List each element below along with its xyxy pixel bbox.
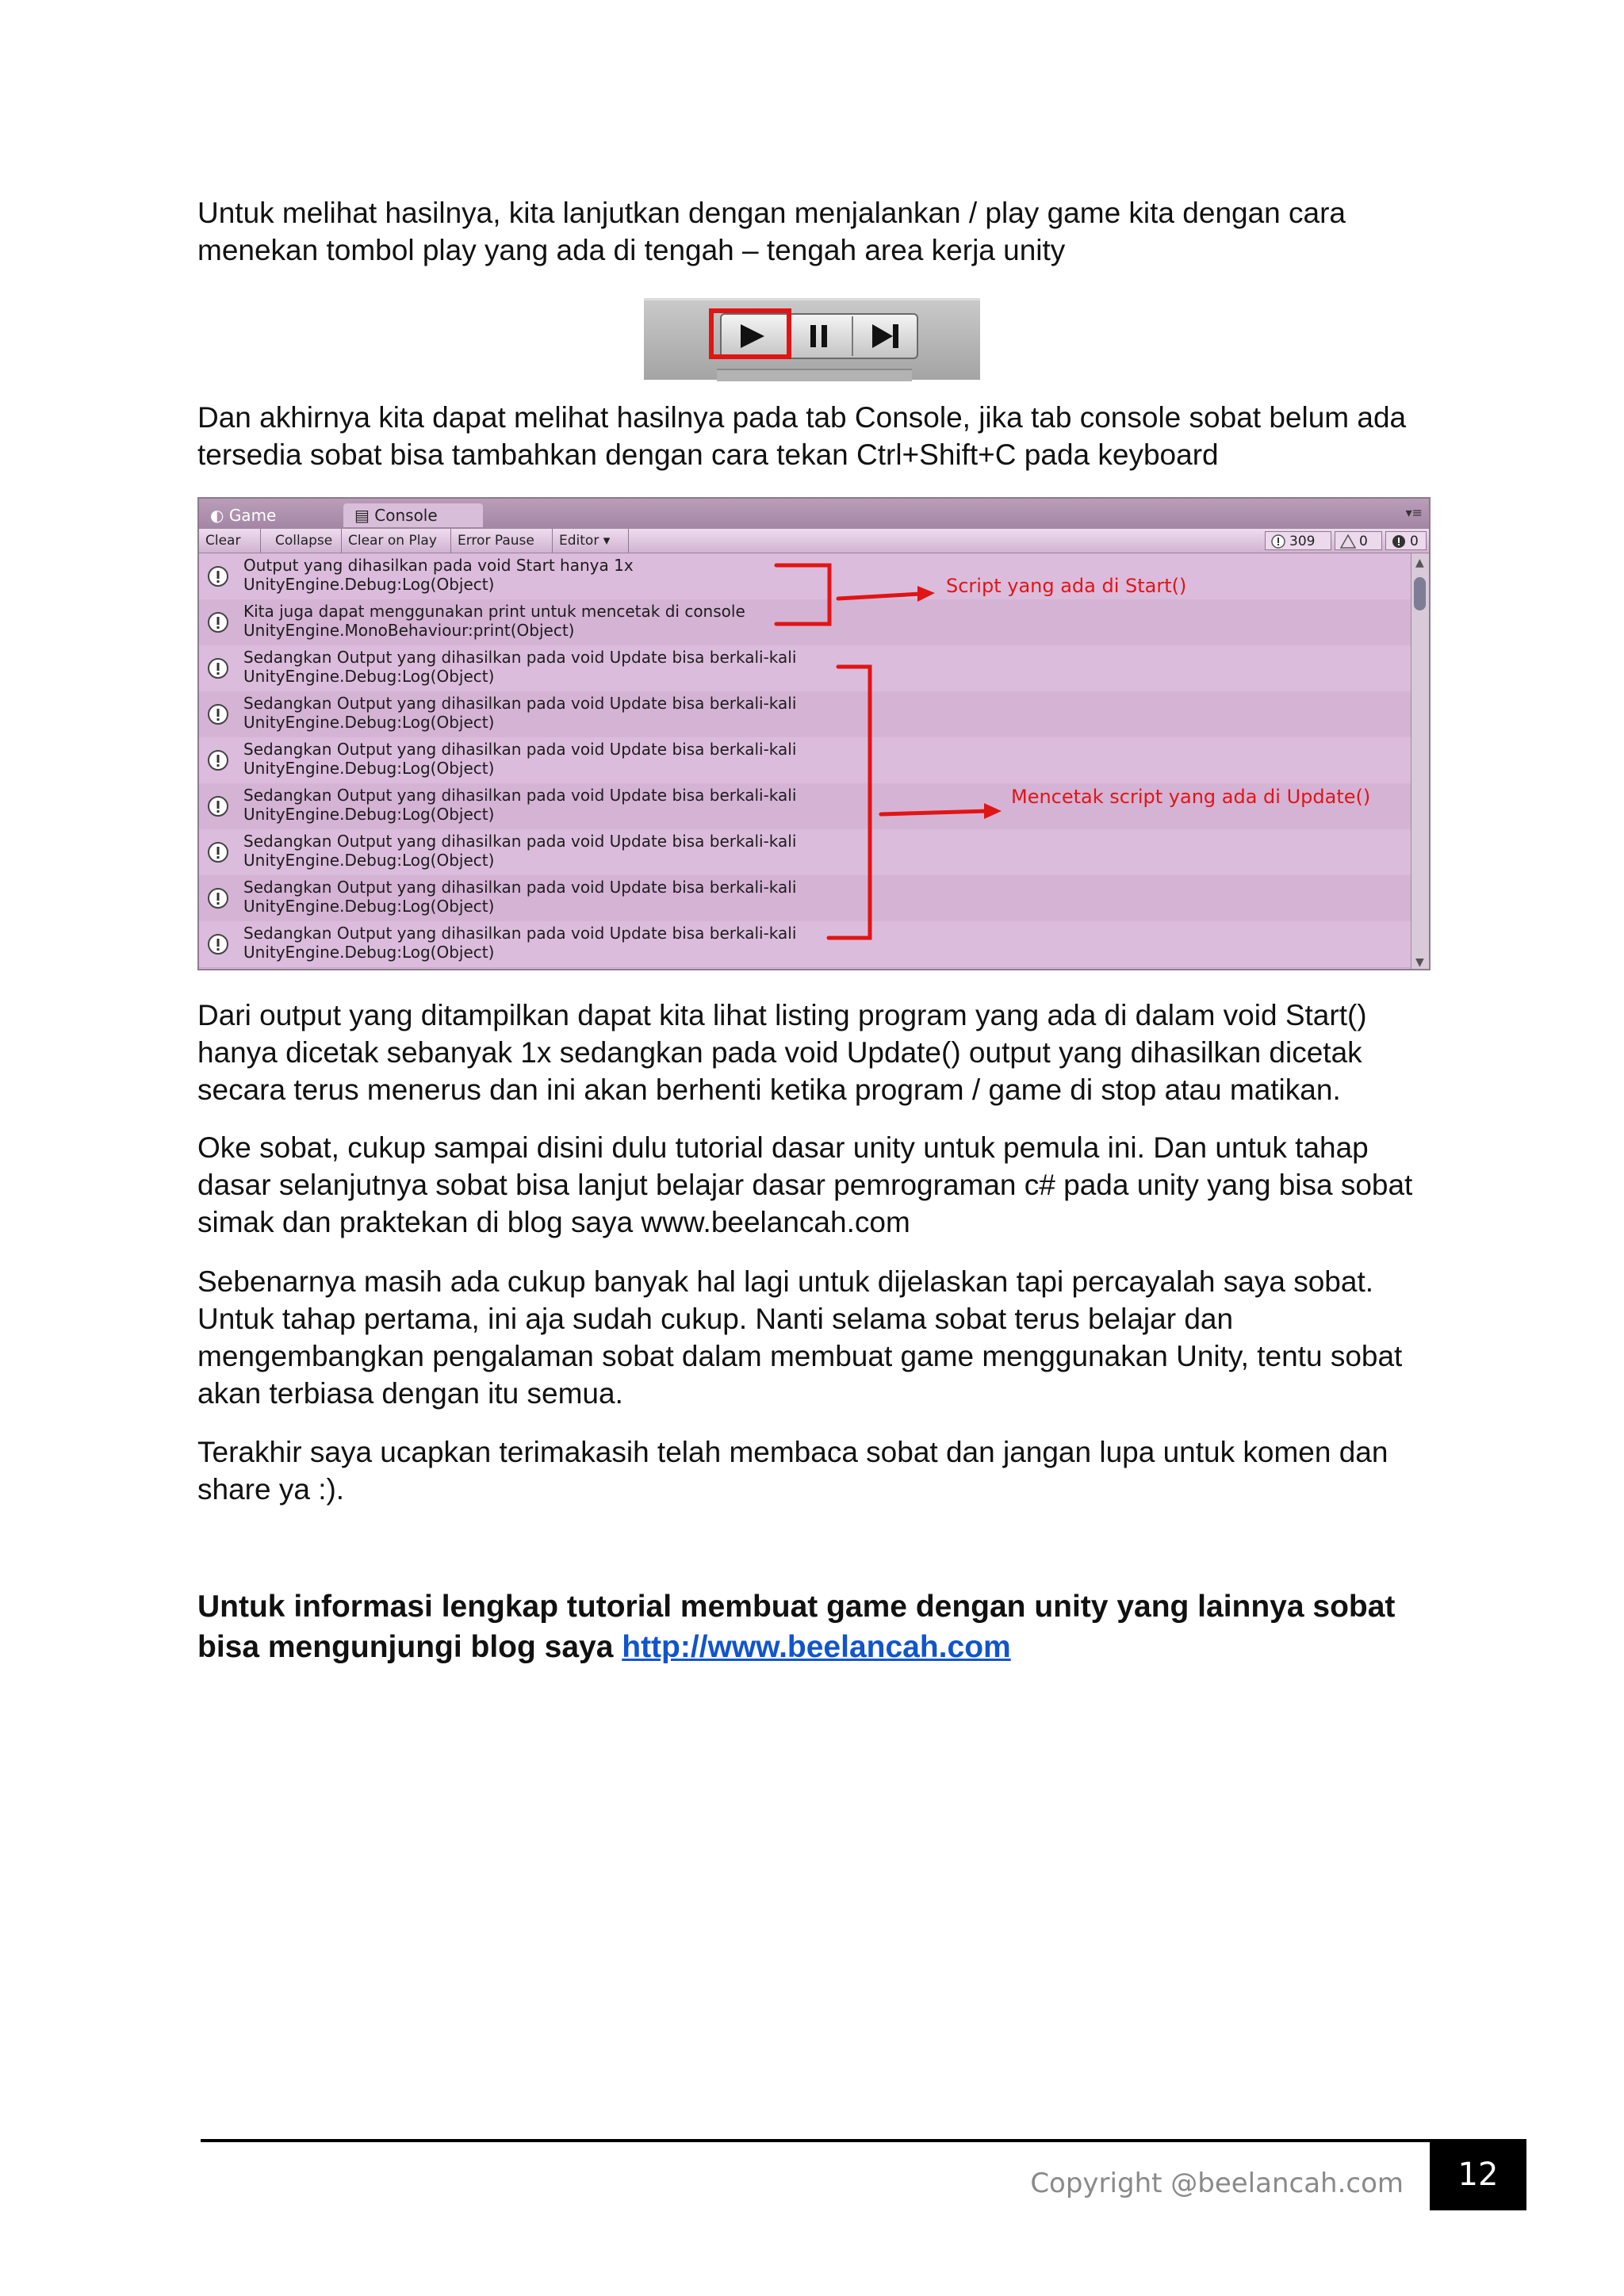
log-message: Sedangkan Output yang dihasilkan pada void Update bisa berkali-kali [243, 924, 797, 943]
log-message: Sedangkan Output yang dihasilkan pada void Update bisa berkali-kali [243, 878, 797, 897]
scroll-down-icon[interactable]: ▼ [1415, 956, 1424, 969]
collapse-button[interactable]: Collapse [269, 529, 342, 553]
panel-menu-icon[interactable]: ▾≡ [1405, 505, 1423, 520]
console-toolbar [199, 529, 1429, 553]
console-scrollbar[interactable] [1411, 553, 1429, 970]
pause-button[interactable] [788, 315, 852, 358]
log-stacktrace: UnityEngine.Debug:Log(Object) [243, 897, 495, 916]
log-stacktrace: UnityEngine.Debug:Log(Object) [243, 759, 495, 778]
scrollbar-thumb[interactable] [1414, 577, 1426, 610]
log-stacktrace: UnityEngine.Debug:Log(Object) [243, 805, 495, 824]
clear-on-play-button[interactable]: Clear on Play [342, 529, 451, 553]
console-log-list [199, 553, 1412, 970]
game-tab-icon: ◐ [210, 506, 229, 525]
log-message: Sedangkan Output yang dihasilkan pada void Update bisa berkali-kali [243, 648, 797, 667]
step-icon [853, 315, 917, 358]
closing-info [197, 1586, 1434, 1667]
error-pause-button[interactable]: Error Pause [451, 529, 553, 553]
paragraph-play-instruction: Untuk melihat hasilnya, kita lanjutkan dengan menjalankan / play game kita dengan cara menekan tombol play yang ada di tengah – tengah area kerja unity [197, 197, 1346, 266]
info-count: 309 [1289, 534, 1316, 549]
console-log-row[interactable] [199, 599, 1412, 646]
log-message: Sedangkan Output yang dihasilkan pada void Update bisa berkali-kali [243, 740, 797, 759]
paragraph-thanks: Terakhir saya ucapkan terimakasih telah membaca sobat dan jangan lupa untuk komen dan share ya :). [197, 1436, 1388, 1506]
footer-copyright: Copyright @beelancah.com [1030, 2168, 1404, 2199]
error-icon [1391, 534, 1407, 549]
log-message: Sedangkan Output yang dihasilkan pada void Update bisa berkali-kali [243, 694, 797, 713]
console-log-row[interactable] [199, 645, 1412, 692]
scroll-up-icon[interactable]: ▲ [1415, 557, 1424, 569]
log-message: Kita juga dapat menggunakan print untuk mencetak di console [243, 602, 745, 621]
warning-count-toggle[interactable] [1335, 531, 1382, 550]
warning-count: 0 [1359, 534, 1368, 549]
tab-console-label: Console [374, 506, 438, 525]
blog-link[interactable]: http://www.beelancah.com [622, 1630, 1011, 1664]
clear-button[interactable]: Clear [199, 529, 261, 553]
console-log-row[interactable] [199, 829, 1412, 876]
log-stacktrace: UnityEngine.MonoBehaviour:print(Object) [243, 621, 575, 640]
console-log-row[interactable] [199, 691, 1412, 738]
info-icon [207, 841, 229, 863]
info-icon [207, 611, 229, 633]
log-stacktrace: UnityEngine.Debug:Log(Object) [243, 575, 495, 594]
log-stacktrace: UnityEngine.Debug:Log(Object) [243, 713, 495, 732]
play-button-highlight [709, 308, 791, 359]
play-toolbar-screenshot [644, 298, 980, 380]
info-icon [207, 657, 229, 679]
info-icon [207, 933, 229, 955]
log-stacktrace: UnityEngine.Debug:Log(Object) [243, 667, 495, 686]
info-icon [207, 749, 229, 771]
closing-text: Untuk informasi lengkap tutorial membuat game dengan unity yang lainnya sobat bisa mengunjungi blog saya [197, 1590, 1396, 1664]
unity-console-screenshot [197, 497, 1431, 970]
annotation-update-label: Mencetak script yang ada di Update() [1011, 786, 1371, 808]
info-icon [207, 887, 229, 909]
info-icon [207, 703, 229, 725]
tab-console[interactable] [343, 503, 483, 527]
pause-icon [788, 315, 852, 358]
paragraph-next-step: Oke sobat, cukup sampai disini dulu tutorial dasar unity untuk pemula ini. Dan untuk tahap dasar selanjutnya sobat bisa lanjut belajar dasar pemrograman c# pada unity yang bisa sobat simak dan praktekan di blog saya www.beelancah.com [197, 1131, 1413, 1238]
warning-icon [1340, 534, 1356, 549]
info-count-toggle[interactable] [1265, 531, 1331, 550]
annotation-start-label: Script yang ada di Start() [946, 575, 1187, 597]
tab-game-label: Game [228, 506, 277, 525]
console-log-row[interactable] [199, 737, 1412, 784]
step-button[interactable] [853, 315, 917, 358]
toolbar-underpanel [717, 369, 912, 381]
console-tab-icon: ▤ [354, 506, 375, 525]
console-log-row[interactable] [199, 875, 1412, 922]
log-message: Sedangkan Output yang dihasilkan pada void Update bisa berkali-kali [243, 786, 797, 805]
log-stacktrace: UnityEngine.Debug:Log(Object) [243, 851, 495, 870]
log-message: Output yang dihasilkan pada void Start hanya 1x [243, 556, 634, 575]
log-message: Sedangkan Output yang dihasilkan pada void Update bisa berkali-kali [243, 832, 797, 851]
paragraph-console-instruction: Dan akhirnya kita dapat melihat hasilnya pada tab Console, jika tab console sobat belum ada tersedia sobat bisa tambahkan dengan cara tekan Ctrl+Shift+C pada keyboard [197, 401, 1407, 471]
tab-game[interactable] [210, 503, 337, 527]
info-icon [1270, 534, 1286, 549]
error-count: 0 [1410, 534, 1419, 549]
console-log-row[interactable] [199, 553, 1412, 600]
info-icon [207, 795, 229, 817]
paragraph-encouragement: Sebenarnya masih ada cukup banyak hal lagi untuk dijelaskan tapi percayalah saya sobat. Untuk tahap pertama, ini aja sudah cukup. Nanti selama sobat terus belajar dan mengembangkan pengalaman sobat dalam membuat game menggunakan Unity, tentu sobat akan terbiasa dengan itu semua. [197, 1265, 1403, 1410]
editor-dropdown[interactable]: Editor ▾ [553, 529, 629, 553]
error-count-toggle[interactable] [1385, 531, 1427, 550]
info-icon [207, 565, 229, 587]
log-stacktrace: UnityEngine.Debug:Log(Object) [243, 943, 495, 962]
paragraph-output-explanation: Dari output yang ditampilkan dapat kita lihat listing program yang ada di dalam void Start() hanya dicetak sebanyak 1x sedangkan pada void Update() output yang dihasilkan dicetak secara terus menerus dan ini akan berhenti ketika program / game di stop atau matikan. [197, 999, 1367, 1106]
page-number: 12 [1430, 2139, 1526, 2210]
console-tab-bar [199, 499, 1429, 529]
console-log-row[interactable] [199, 921, 1412, 968]
footer-rule [201, 2139, 1430, 2142]
